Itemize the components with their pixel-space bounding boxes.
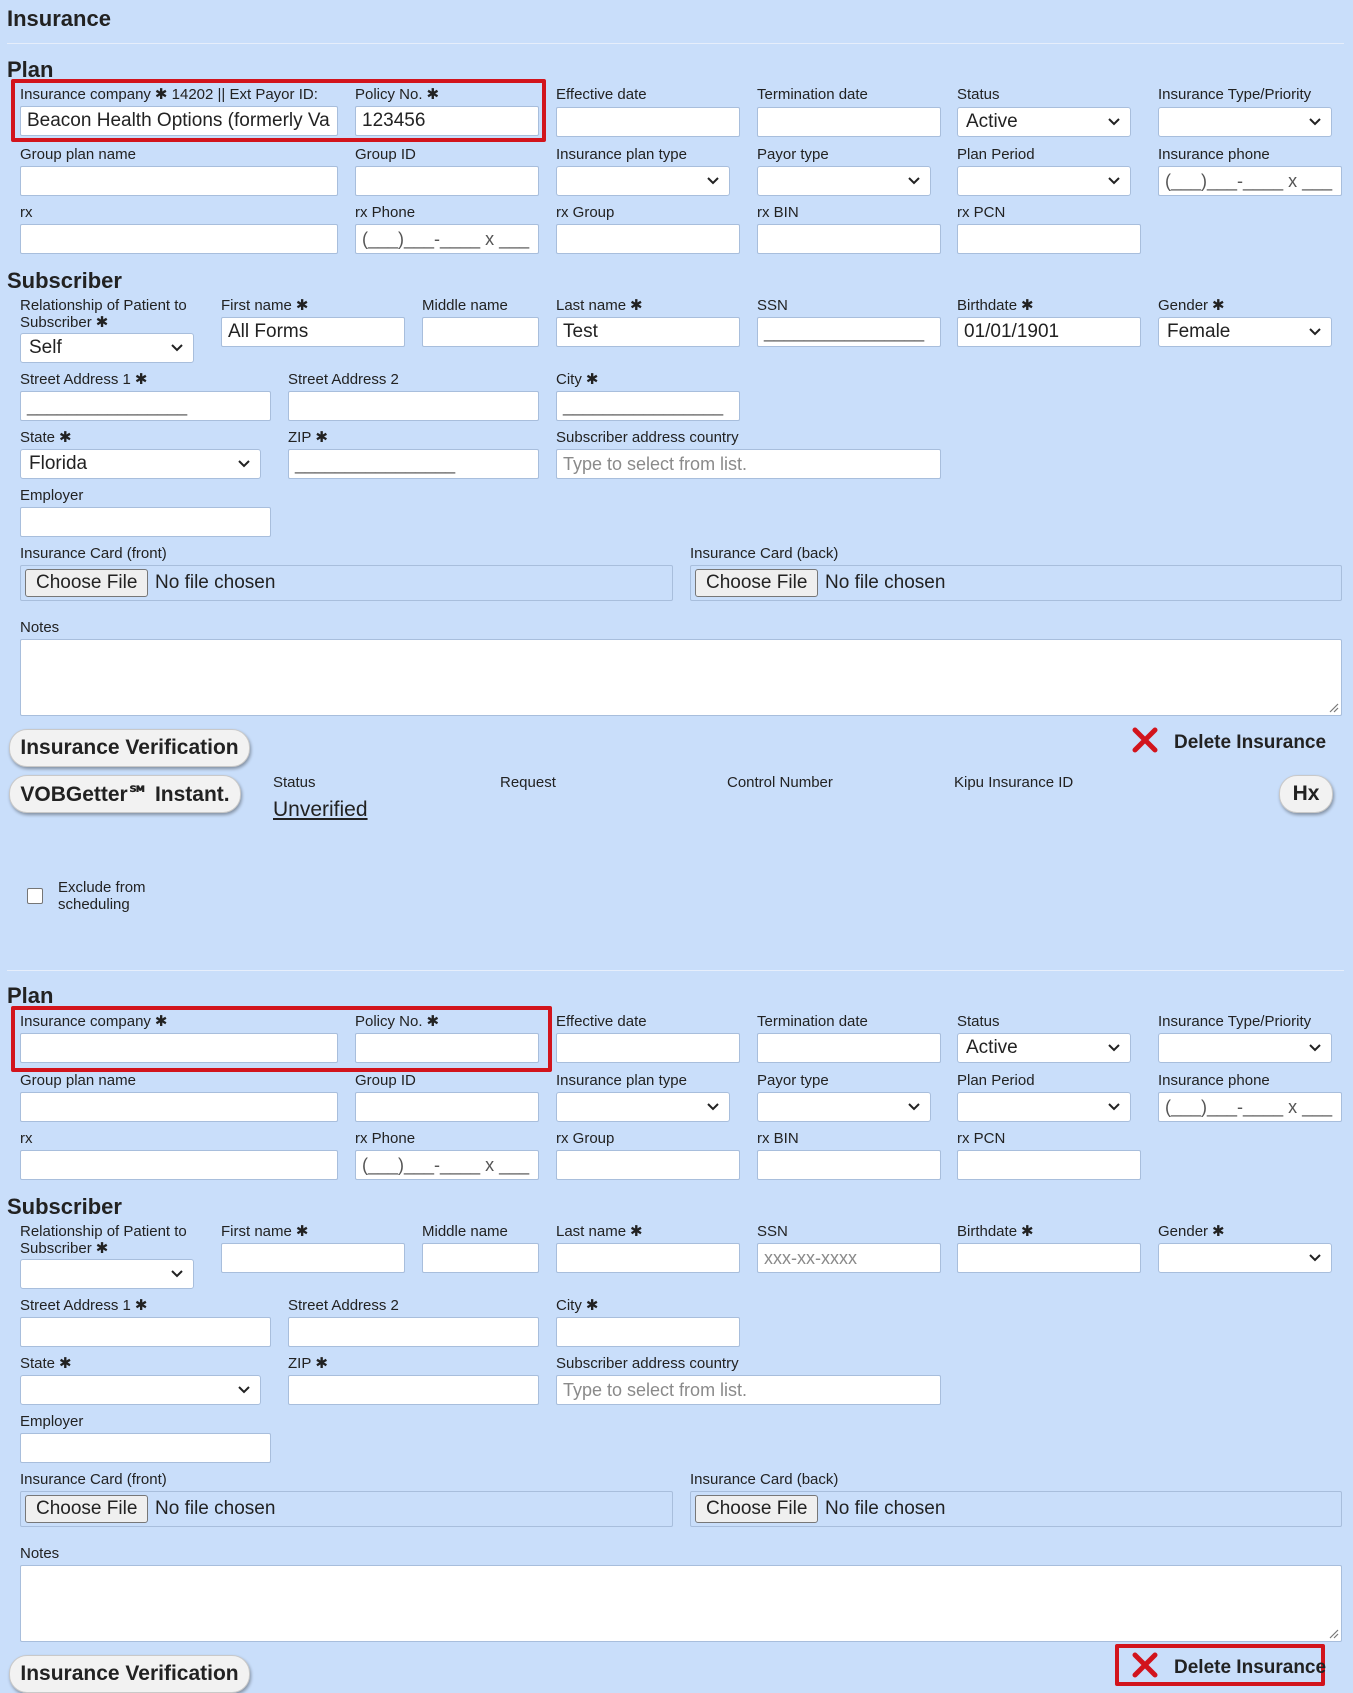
status-label: Status xyxy=(957,1013,1000,1030)
chevron-down-icon xyxy=(1307,1039,1323,1055)
subscriber-heading: Subscriber xyxy=(7,1194,122,1219)
file-status: No file chosen xyxy=(155,572,276,593)
required-asterisk-icon: ✱ xyxy=(295,297,309,314)
divider xyxy=(7,43,1344,44)
effective-date-input[interactable] xyxy=(556,1033,740,1063)
vobgetter-instant-button[interactable]: VOBGetter℠ Instant. xyxy=(9,775,241,813)
insurance-plan-type-label: Insurance plan type xyxy=(556,1072,687,1089)
vob-request-label: Request xyxy=(500,774,556,791)
status-select[interactable]: Active xyxy=(957,107,1131,137)
notes-label: Notes xyxy=(20,619,60,636)
choose-file-button[interactable]: Choose File xyxy=(25,1495,148,1523)
zip-label: ZIP ✱ xyxy=(288,1355,328,1372)
rx-phone-input[interactable]: (___)___-____ x ___ xyxy=(355,224,539,254)
required-asterisk-icon: ✱ xyxy=(1212,297,1225,314)
chevron-down-icon xyxy=(1307,1249,1323,1265)
state-select[interactable]: Florida xyxy=(20,449,261,479)
termination-date-input[interactable] xyxy=(757,1033,941,1063)
resize-grip-icon xyxy=(1327,701,1339,713)
insurance-card-back-file[interactable] xyxy=(690,1491,1342,1527)
insurance-type-priority-label: Insurance Type/Priority xyxy=(1158,86,1312,103)
rx-pcn-label: rx PCN xyxy=(957,1130,1006,1147)
page-title: Insurance xyxy=(7,6,111,31)
relationship-select[interactable]: Self xyxy=(20,333,194,363)
last-name-input[interactable]: Test xyxy=(556,317,740,347)
rx-pcn-input[interactable] xyxy=(957,224,1141,254)
chevron-down-icon xyxy=(169,1265,185,1281)
insurance-card-front-label: Insurance Card (front) xyxy=(20,1471,167,1488)
file-status: No file chosen xyxy=(825,1498,946,1519)
group-plan-name-label: Group plan name xyxy=(20,1072,136,1089)
employer-input[interactable] xyxy=(20,1433,271,1463)
state-label: State ✱ xyxy=(20,1355,72,1372)
choose-file-button[interactable]: Choose File xyxy=(25,569,148,597)
street-address-2-label: Street Address 2 xyxy=(288,371,399,388)
insurance-verification-button[interactable]: Insurance Verification xyxy=(9,729,250,767)
insurance-phone-label: Insurance phone xyxy=(1158,1072,1270,1089)
middle-name-label: Middle name xyxy=(422,297,508,314)
rx-group-input[interactable] xyxy=(556,224,740,254)
state-select[interactable] xyxy=(20,1375,261,1405)
group-id-label: Group ID xyxy=(355,146,416,163)
required-asterisk-icon: ✱ xyxy=(134,371,148,388)
resize-grip-icon xyxy=(1327,1627,1339,1639)
rx-phone-label: rx Phone xyxy=(355,204,416,221)
delete-insurance-button[interactable]: Delete Insurance xyxy=(1174,1657,1327,1678)
gender-select[interactable]: Female xyxy=(1158,317,1332,347)
choose-file-button[interactable]: Choose File xyxy=(695,569,818,597)
zip-label: ZIP ✱ xyxy=(288,429,328,446)
city-label: City ✱ xyxy=(556,1297,599,1314)
insurance-type-priority-select[interactable] xyxy=(1158,1033,1332,1063)
rx-label: rx xyxy=(20,1130,33,1147)
rx-bin-label: rx BIN xyxy=(757,1130,799,1147)
payor-type-select[interactable] xyxy=(757,1092,931,1122)
vob-control-number-label: Control Number xyxy=(727,774,833,791)
vob-status-link[interactable]: Unverified xyxy=(273,798,368,821)
divider xyxy=(7,970,1344,971)
required-asterisk-icon: ✱ xyxy=(95,1240,109,1257)
plan-period-select[interactable] xyxy=(957,166,1131,196)
plan-period-label: Plan Period xyxy=(957,146,1035,163)
insurance-verification-button[interactable]: Insurance Verification xyxy=(9,1655,250,1693)
vob-status-label: Status xyxy=(273,774,316,791)
rx-bin-label: rx BIN xyxy=(757,204,799,221)
birthdate-label: Birthdate ✱ xyxy=(957,1223,1034,1240)
chevron-down-icon xyxy=(169,339,185,355)
payor-type-select[interactable] xyxy=(757,166,931,196)
effective-date-label: Effective date xyxy=(556,86,647,103)
city-input[interactable] xyxy=(556,1317,740,1347)
insurance-company-label: Insurance company ✱ xyxy=(20,1013,168,1030)
insurance-card-back-label: Insurance Card (back) xyxy=(690,545,839,562)
chevron-down-icon xyxy=(1106,113,1122,129)
rx-bin-input[interactable] xyxy=(757,1150,941,1180)
file-status: No file chosen xyxy=(155,1498,276,1519)
rx-phone-label: rx Phone xyxy=(355,1130,416,1147)
street-address-1-input[interactable] xyxy=(20,1317,271,1347)
required-asterisk-icon: ✱ xyxy=(1021,1223,1034,1240)
required-asterisk-icon: ✱ xyxy=(59,429,72,446)
insurance-card-front-file[interactable] xyxy=(20,565,673,601)
street-address-1-label: Street Address 1 ✱ xyxy=(20,1297,148,1314)
street-address-1-label: Street Address 1 ✱ xyxy=(20,371,148,388)
middle-name-label: Middle name xyxy=(422,1223,508,1240)
rx-pcn-label: rx PCN xyxy=(957,204,1006,221)
group-id-input[interactable] xyxy=(355,166,539,196)
chevron-down-icon xyxy=(906,1098,922,1114)
rx-group-label: rx Group xyxy=(556,204,615,221)
hx-button[interactable]: Hx xyxy=(1279,775,1333,813)
plan-heading: Plan xyxy=(7,983,54,1008)
employer-label: Employer xyxy=(20,487,84,504)
plan-period-select[interactable] xyxy=(957,1092,1131,1122)
insurance-card-back-file[interactable] xyxy=(690,565,1342,601)
insurance-plan-type-select[interactable] xyxy=(556,166,730,196)
first-name-label: First name ✱ xyxy=(221,1223,309,1240)
delete-insurance-button[interactable]: Delete Insurance xyxy=(1174,732,1327,753)
chevron-down-icon xyxy=(236,1381,252,1397)
insurance-plan-type-label: Insurance plan type xyxy=(556,146,687,163)
insurance-company-input[interactable]: Beacon Health Options (formerly Va xyxy=(20,106,338,136)
rx-pcn-input[interactable] xyxy=(957,1150,1141,1180)
first-name-input[interactable]: All Forms xyxy=(221,317,405,347)
policy-no-input[interactable]: 123456 xyxy=(355,106,539,136)
first-name-input[interactable] xyxy=(221,1243,405,1273)
chevron-down-icon xyxy=(705,172,721,188)
birthdate-input[interactable]: 01/01/1901 xyxy=(957,317,1141,347)
insurance-card-front-file[interactable] xyxy=(20,1491,673,1527)
ssn-input[interactable]: xxx-xx-xxxx xyxy=(757,1243,941,1273)
policy-no-label: Policy No. ✱ xyxy=(355,1013,440,1030)
exclude-from-scheduling-label: Exclude from scheduling xyxy=(58,879,146,913)
notes-label: Notes xyxy=(20,1545,60,1562)
kipu-insurance-id-label: Kipu Insurance ID xyxy=(954,774,1074,791)
insurance-phone-input[interactable]: (___)___-____ x ___ xyxy=(1158,1092,1342,1122)
rx-input[interactable] xyxy=(20,1150,338,1180)
state-label: State ✱ xyxy=(20,429,72,446)
first-name-label: First name ✱ xyxy=(221,297,309,314)
ssn-input[interactable]: ________________ xyxy=(757,317,941,347)
notes-textarea[interactable] xyxy=(20,1565,1342,1642)
file-status: No file chosen xyxy=(825,572,946,593)
required-asterisk-icon: ✱ xyxy=(154,1013,168,1030)
insurance-card-front-label: Insurance Card (front) xyxy=(20,545,167,562)
required-asterisk-icon: ✱ xyxy=(1212,1223,1225,1240)
rx-group-input[interactable] xyxy=(556,1150,740,1180)
required-asterisk-icon: ✱ xyxy=(154,86,168,103)
chevron-down-icon xyxy=(906,172,922,188)
chevron-down-icon xyxy=(705,1098,721,1114)
status-select[interactable]: Active xyxy=(957,1033,1131,1063)
subscriber-country-input[interactable]: Type to select from list. xyxy=(556,449,941,479)
subscriber-country-input[interactable]: Type to select from list. xyxy=(556,1375,941,1405)
required-asterisk-icon: ✱ xyxy=(95,314,109,331)
employer-input[interactable] xyxy=(20,507,271,537)
insurance-plan-type-select[interactable] xyxy=(556,1092,730,1122)
group-plan-name-input[interactable] xyxy=(20,166,338,196)
gender-label: Gender ✱ xyxy=(1158,1223,1225,1240)
highlight-box xyxy=(11,1006,552,1072)
status-label: Status xyxy=(957,86,1000,103)
rx-bin-input[interactable] xyxy=(757,224,941,254)
chevron-down-icon xyxy=(1106,172,1122,188)
chevron-down-icon xyxy=(1106,1039,1122,1055)
gender-label: Gender ✱ xyxy=(1158,297,1225,314)
street-address-2-input[interactable] xyxy=(288,391,539,421)
chevron-down-icon xyxy=(1106,1098,1122,1114)
required-asterisk-icon: ✱ xyxy=(630,1223,643,1240)
rx-input[interactable] xyxy=(20,224,338,254)
effective-date-input[interactable] xyxy=(556,107,740,137)
city-label: City ✱ xyxy=(556,371,599,388)
city-input[interactable]: ________________ xyxy=(556,391,740,421)
required-asterisk-icon: ✱ xyxy=(585,1297,599,1314)
plan-heading: Plan xyxy=(7,57,54,82)
group-plan-name-label: Group plan name xyxy=(20,146,136,163)
ssn-label: SSN xyxy=(757,1223,788,1240)
group-plan-name-input[interactable] xyxy=(20,1092,338,1122)
ssn-label: SSN xyxy=(757,297,788,314)
required-asterisk-icon: ✱ xyxy=(585,371,599,388)
subscriber-heading: Subscriber xyxy=(7,268,122,293)
effective-date-label: Effective date xyxy=(556,1013,647,1030)
required-asterisk-icon: ✱ xyxy=(134,1297,148,1314)
policy-no-label: Policy No. ✱ xyxy=(355,86,440,103)
group-id-label: Group ID xyxy=(355,1072,416,1089)
relationship-select[interactable] xyxy=(20,1259,194,1289)
red-x-icon[interactable] xyxy=(1131,726,1159,754)
employer-label: Employer xyxy=(20,1413,84,1430)
birthdate-label: Birthdate ✱ xyxy=(957,297,1034,314)
gender-select[interactable] xyxy=(1158,1243,1332,1273)
choose-file-button[interactable]: Choose File xyxy=(695,1495,818,1523)
required-asterisk-icon: ✱ xyxy=(315,429,328,446)
insurance-company-label: Insurance company ✱ 14202 || Ext Payor ID: xyxy=(20,86,318,103)
chevron-down-icon xyxy=(1307,113,1323,129)
payor-type-label: Payor type xyxy=(757,146,829,163)
insurance-type-priority-label: Insurance Type/Priority xyxy=(1158,1013,1312,1030)
required-asterisk-icon: ✱ xyxy=(426,86,440,103)
rx-phone-input[interactable]: (___)___-____ x ___ xyxy=(355,1150,539,1180)
highlight-box xyxy=(11,79,546,142)
insurance-phone-label: Insurance phone xyxy=(1158,146,1270,163)
rx-group-label: rx Group xyxy=(556,1130,615,1147)
notes-textarea[interactable] xyxy=(20,639,1342,716)
last-name-input[interactable] xyxy=(556,1243,740,1273)
middle-name-input[interactable] xyxy=(422,1243,539,1273)
zip-input[interactable]: ________________ xyxy=(288,449,539,479)
insurance-type-priority-select[interactable] xyxy=(1158,107,1332,137)
required-asterisk-icon: ✱ xyxy=(59,1355,72,1372)
termination-date-label: Termination date xyxy=(757,86,868,103)
insurance-phone-input[interactable]: (___)___-____ x ___ xyxy=(1158,166,1342,196)
street-address-2-input[interactable] xyxy=(288,1317,539,1347)
termination-date-label: Termination date xyxy=(757,1013,868,1030)
plan-period-label: Plan Period xyxy=(957,1072,1035,1089)
required-asterisk-icon: ✱ xyxy=(1021,297,1034,314)
required-asterisk-icon: ✱ xyxy=(630,297,643,314)
street-address-1-input[interactable]: ________________ xyxy=(20,391,271,421)
chevron-down-icon xyxy=(1307,323,1323,339)
subscriber-country-label: Subscriber address country xyxy=(556,429,739,446)
group-id-input[interactable] xyxy=(355,1092,539,1122)
insurance-card-back-label: Insurance Card (back) xyxy=(690,1471,839,1488)
required-asterisk-icon: ✱ xyxy=(315,1355,328,1372)
last-name-label: Last name ✱ xyxy=(556,1223,643,1240)
exclude-from-scheduling-checkbox[interactable] xyxy=(27,888,43,904)
termination-date-input[interactable] xyxy=(757,107,941,137)
zip-input[interactable] xyxy=(288,1375,539,1405)
payor-type-label: Payor type xyxy=(757,1072,829,1089)
last-name-label: Last name ✱ xyxy=(556,297,643,314)
subscriber-country-label: Subscriber address country xyxy=(556,1355,739,1372)
required-asterisk-icon: ✱ xyxy=(426,1013,440,1030)
chevron-down-icon xyxy=(236,455,252,471)
rx-label: rx xyxy=(20,204,33,221)
street-address-2-label: Street Address 2 xyxy=(288,1297,399,1314)
red-x-icon[interactable] xyxy=(1131,1651,1159,1679)
relationship-label: Relationship of Patient to Subscriber ✱ xyxy=(20,1223,187,1257)
middle-name-input[interactable] xyxy=(422,317,539,347)
relationship-label: Relationship of Patient to Subscriber ✱ xyxy=(20,297,187,331)
required-asterisk-icon: ✱ xyxy=(295,1223,309,1240)
birthdate-input[interactable] xyxy=(957,1243,1141,1273)
